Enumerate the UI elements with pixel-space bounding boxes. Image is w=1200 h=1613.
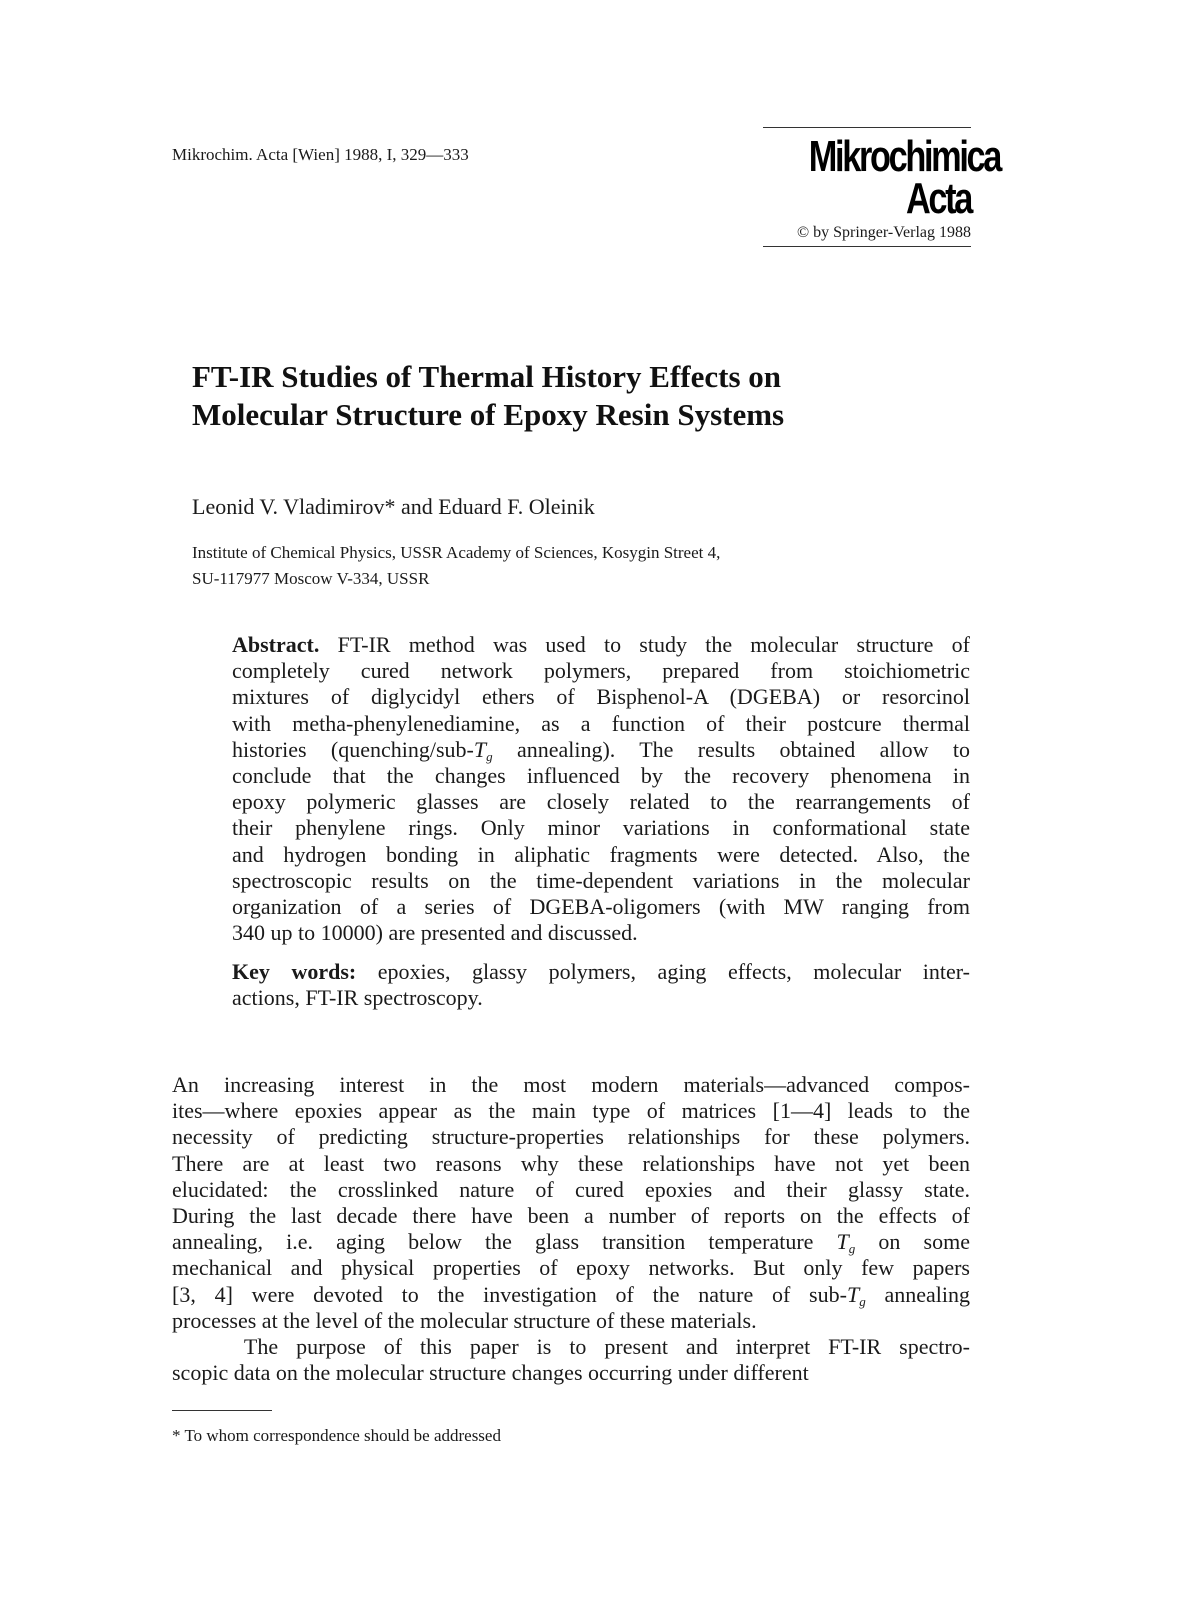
abstract-line [232, 920, 970, 946]
abstract-line [232, 763, 970, 789]
text-segment: annealing, i.e. aging below the glass transition temperature [172, 1229, 837, 1255]
affiliation-line: SU-117977 Moscow V-334, USSR [192, 569, 430, 588]
body-line [172, 1177, 970, 1203]
abstract-line [232, 815, 970, 841]
text-segment: epoxies, glassy polymers, aging effects, molecular inter- [356, 959, 970, 984]
body-line [172, 1360, 970, 1386]
footnote: * To whom correspondence should be addressed [172, 1426, 501, 1445]
keywords-line [232, 959, 970, 985]
text-segment: FT-IR method was used to study the molecular structure of [319, 632, 970, 657]
text-segment: 340 up to 10000) are presented and discussed. [232, 920, 638, 946]
body-line [172, 1203, 970, 1229]
body-line [172, 1255, 970, 1281]
text-segment: mixtures of diglycidyl ethers of Bisphenol-A (DGEBA) or resorcinol [232, 684, 970, 710]
journal-logo [763, 127, 1001, 247]
text-segment: There are at least two reasons why these relationships have not yet been [172, 1150, 970, 1176]
glass-transition-symbol: $T_g$ [836, 1229, 856, 1257]
body-line [172, 1308, 970, 1334]
text-segment: epoxy polymeric glasses are closely related to the rearrangements of [232, 789, 970, 815]
text-segment: elucidated: the crosslinked nature of cured epoxies and their glassy state. [172, 1176, 970, 1202]
text-segment: and hydrogen bonding in aliphatic fragments were detected. Also, the [232, 841, 970, 867]
body-line [172, 1151, 970, 1177]
abstract-line [232, 632, 970, 658]
authors: Leonid V. Vladimirov* and Eduard F. Oleinik [192, 494, 595, 519]
citation: Mikrochim. Acta [Wien] 1988, I, 329—333 [172, 145, 469, 164]
text-segment: with metha-phenylenediamine, as a function of their postcure thermal [232, 710, 970, 736]
text-segment: on some [855, 1229, 970, 1255]
abstract-line [232, 894, 970, 920]
abstract-line [232, 684, 970, 710]
text-segment: mechanical and physical properties of epoxy networks. But only few papers [172, 1255, 970, 1281]
body-text [172, 1072, 970, 1386]
text-segment: completely cured network polymers, prepared from stoichiometric [232, 658, 970, 684]
glass-transition-symbol: $T_g$ [846, 1281, 866, 1309]
title-line: Molecular Structure of Epoxy Resin Systems [192, 397, 785, 432]
footnote-rule [172, 1410, 272, 1411]
text-segment: annealing [865, 1281, 970, 1307]
text-segment: their phenylene rings. Only minor variations in conformational state [232, 815, 970, 841]
text-segment: necessity of predicting structure-properties relationships for these polymers. [172, 1124, 970, 1150]
abstract-line [232, 789, 970, 815]
abstract-line [232, 842, 970, 868]
keywords-label: Key words: [232, 959, 357, 984]
text-segment: ites—where epoxies appear as the main type of matrices [1—4] leads to the [172, 1098, 970, 1124]
body-line [172, 1282, 970, 1308]
text-segment: conclude that the changes influenced by the recovery phenomena in [232, 762, 970, 788]
abstract-line [232, 658, 970, 684]
text-segment: histories (quenching/sub- [232, 736, 474, 762]
body-line [172, 1072, 970, 1098]
text-segment: processes at the level of the molecular structure of these materials. [172, 1307, 757, 1333]
text-segment: spectroscopic results on the time-dependent variations in the molecular [232, 867, 970, 893]
journal-logo-line1: Mikrochimica [808, 132, 1001, 181]
title-line: FT-IR Studies of Thermal History Effects on [192, 359, 781, 394]
paper-title [192, 358, 784, 434]
text-segment: actions, FT-IR spectroscopy. [232, 985, 483, 1011]
abstract-line [232, 737, 970, 763]
text-segment: organization of a series of DGEBA-oligomers (with MW ranging from [232, 893, 970, 919]
affiliation [192, 540, 720, 592]
abstract-line [232, 711, 970, 737]
text-segment: During the last decade there have been a number of reports on the effects of [172, 1202, 970, 1228]
abstract-label: Abstract. [232, 632, 320, 657]
text-segment: An increasing interest in the most modern materials—advanced compos- [172, 1072, 970, 1097]
body-line [172, 1334, 970, 1360]
body-line [172, 1229, 970, 1255]
abstract [232, 632, 970, 946]
journal-logo-line2: Acta [905, 174, 971, 223]
abstract-line [232, 868, 970, 894]
text-segment: The purpose of this paper is to present and interpret FT-IR spectro- [172, 1333, 970, 1359]
text-segment: scopic data on the molecular structure changes occurring under different [172, 1360, 809, 1386]
body-line [172, 1098, 970, 1124]
keywords-line [232, 985, 970, 1011]
glass-transition-symbol: $T_g$ [473, 736, 493, 764]
copyright: © by Springer-Verlag 1988 [796, 224, 971, 241]
text-segment: [3, 4] were devoted to the investigation of the nature of sub- [172, 1281, 847, 1307]
body-line [172, 1124, 970, 1150]
keywords [232, 959, 970, 1011]
text-segment: annealing). The results obtained allow to [492, 736, 970, 762]
affiliation-line: Institute of Chemical Physics, USSR Academy of Sciences, Kosygin Street 4, [192, 543, 721, 562]
